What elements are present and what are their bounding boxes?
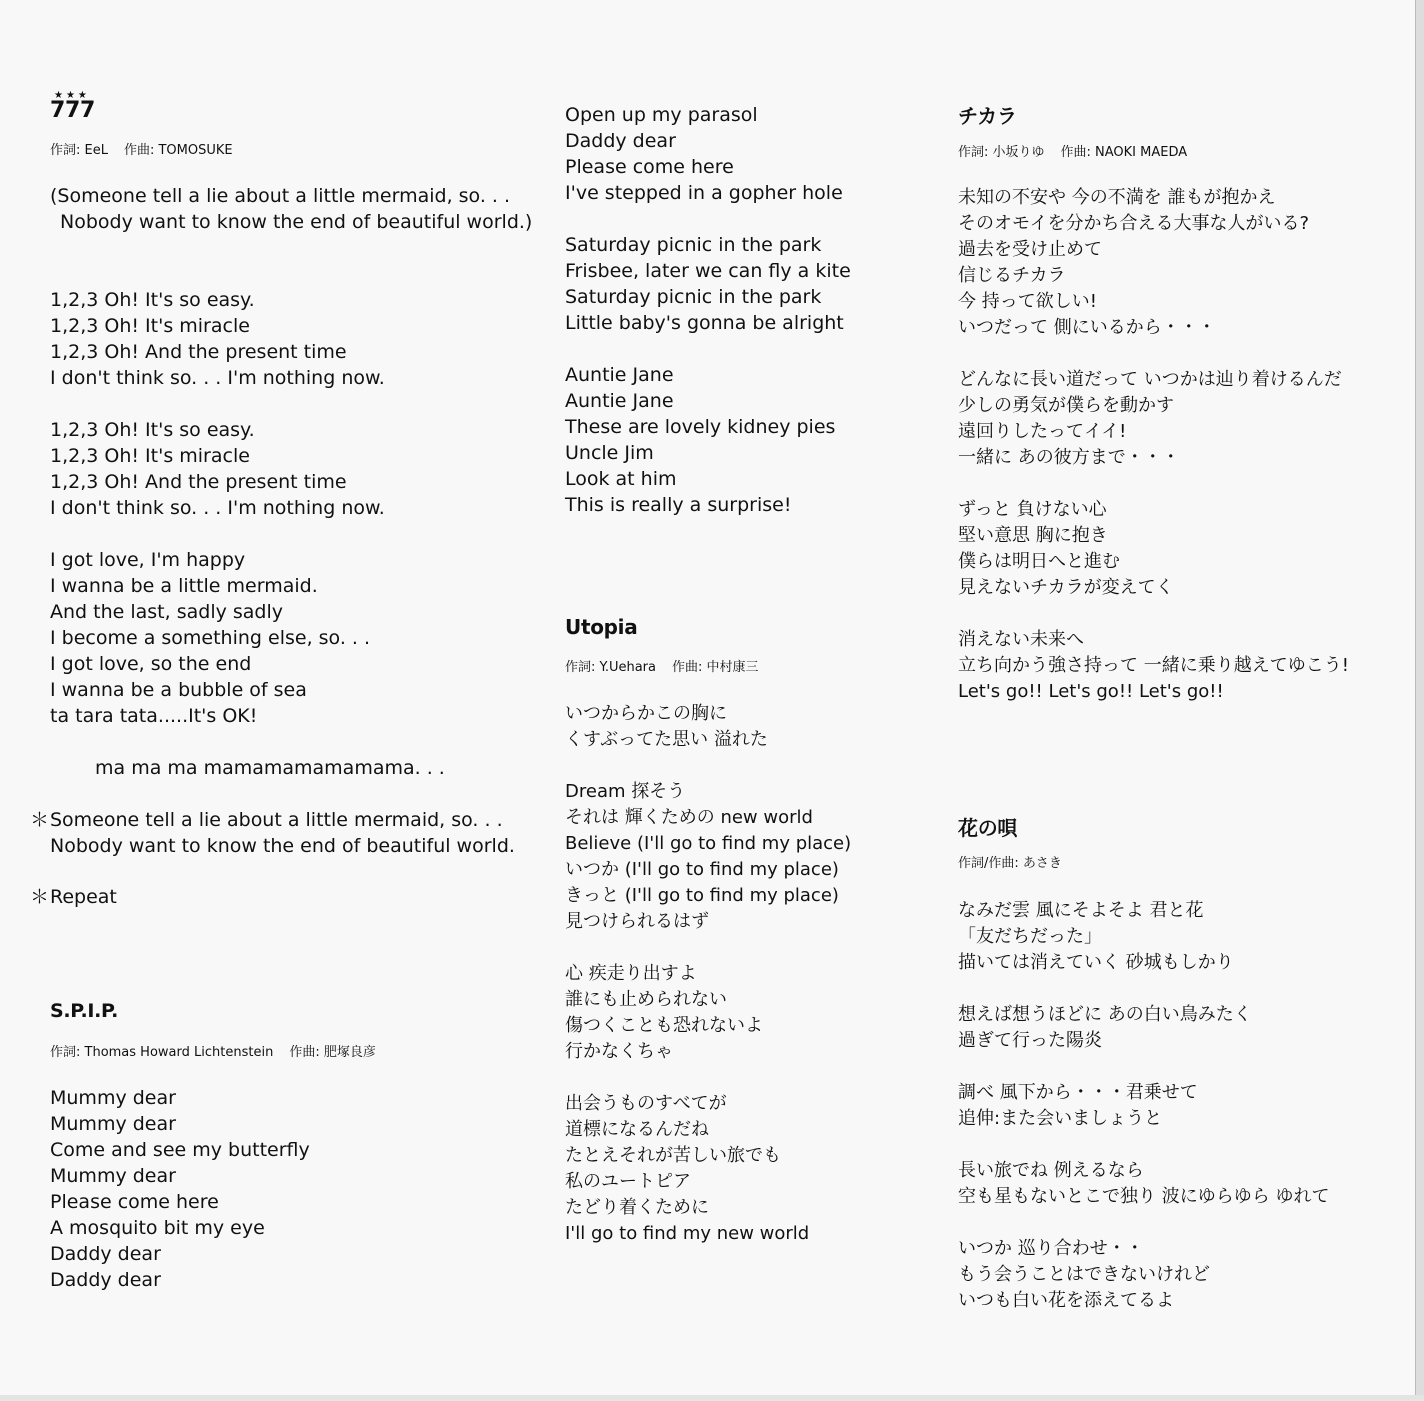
lyric-line: 未知の不安や 今の不満を 誰もが抱かえ [958,187,1276,208]
lyric-line: 1,2,3 Oh! It's so easy. [50,419,255,441]
lyric-line: This is really a surprise! [565,494,792,516]
lyric-line: 想えば想うほどに あの白い鳥みたく [958,1004,1252,1025]
lyric-line: 堅い意思 胸に抱き [958,525,1108,546]
lyric-line: I've stepped in a gopher hole [565,182,843,204]
lyricist-credit: 作詞: 小坂りゆ [958,145,1045,160]
lyric-line: 描いては消えていく 砂城もしかり [958,952,1234,973]
lyric-line: 今 持って欲しい! [958,291,1097,312]
asterisk-mark: ＊ [30,809,50,831]
lyric-line: ずっと 負けない心 [958,499,1107,520]
lyric-line: (Someone tell a lie about a little mermaid, so. . . [50,185,511,207]
lyricist-credit: 作詞: Y.Uehara [565,660,656,675]
lyric-line: 誰にも止められない [565,989,727,1010]
title-stars-decoration: ★★★ [54,90,90,101]
lyric-line: 調べ 風下から・・・君乗せて [958,1082,1198,1103]
lyric-line: Please come here [50,1191,219,1213]
lyric-line: And the last, sadly sadly [50,601,284,623]
lyric-line: I'll go to find my new world [565,1223,810,1244]
lyric-line: A mosquito bit my eye [50,1217,265,1239]
lyric-line: 一緒に あの彼方まで・・・ [958,447,1180,468]
lyric-line: Mummy dear [50,1087,176,1109]
lyric-line: 私のユートピア [565,1171,691,1192]
lyric-line: Frisbee, later we can fly a kite [565,260,851,282]
lyric-line: I wanna be a bubble of sea [50,679,307,701]
lyric-line: 道標になるんだね [565,1119,709,1140]
lyric-line: もう会うことはできないけれど [958,1264,1210,1285]
song-credits-hana-no-uta: 作詞/作曲: あさき [958,856,1062,871]
lyric-line: いつからかこの胸に [565,703,727,724]
page-edge-right [1415,0,1424,1401]
composer-credit: 作曲: 中村康三 [671,660,759,675]
lyric-line: Auntie Jane [565,364,674,386]
lyric-line: 少しの勇気が僕らを動かす [958,395,1174,416]
lyric-line: くすぶってた思い 溢れた [565,729,768,750]
lyric-line: たとえそれが苦しい旅でも [565,1145,781,1166]
lyric-line: 1,2,3 Oh! And the present time [50,341,347,363]
lyric-line: 僕らは明日へと進む [958,551,1120,572]
lyric-line: 行かなくちゃ [565,1041,673,1062]
lyric-line: 見えないチカラが変えてく [958,577,1174,598]
repeat-marker: Repeat [50,886,117,908]
lyric-line: 空も星もないとこで独り 波にゆらゆら ゆれて [958,1186,1330,1207]
lyric-line: Daddy dear [50,1243,161,1265]
song-credits-utopia [565,656,759,675]
lyricist-credit: 作詞: EeL [50,143,108,158]
lyric-line: 立ち向かう強さ持って 一緒に乗り越えてゆこう! [958,655,1349,676]
composer-credit: 作曲: 肥塚良彦 [289,1045,376,1060]
lyric-line: 過ぎて行った陽炎 [958,1030,1102,1051]
lyric-line: いつだって 側にいるから・・・ [958,317,1216,338]
lyric-line: Someone tell a lie about a little mermaid, so. . . [50,809,503,831]
page-edge-bottom [0,1395,1424,1401]
lyric-line: いつも白い花を添えてるよ [958,1290,1174,1311]
lyric-line: 1,2,3 Oh! And the present time [50,471,347,493]
song-credits-777 [50,139,233,158]
lyric-line: それは 輝くための new world [565,807,813,828]
asterisk-mark: ＊ [30,886,50,908]
composer-credit: 作曲: TOMOSUKE [123,143,233,158]
lyric-line: 見つけられるはず [565,911,709,932]
lyric-line: 出会うものすべてが [565,1093,727,1114]
lyric-line: I got love, I'm happy [50,549,246,571]
lyric-line: Open up my parasol [565,104,758,126]
lyric-line: Nobody want to know the end of beautiful world. [50,835,515,857]
lyric-line: 長い旅でね 例えるなら [958,1160,1144,1181]
lyric-line: Uncle Jim [565,442,654,464]
lyric-line: 「友だちだった」 [958,926,1102,947]
lyric-line: Believe (I'll go to find my place) [565,833,852,854]
lyric-line: ma ma ma mamamamamamama. . . [95,757,445,779]
lyric-line: These are lovely kidney pies [565,416,836,438]
lyric-line: Dream 探そう [565,781,686,802]
lyric-line: たどり着くために [565,1197,709,1218]
lyric-line: 1,2,3 Oh! It's miracle [50,445,250,467]
lyric-line: 1,2,3 Oh! It's miracle [50,315,250,337]
lyric-line: 遠回りしたってイイ! [958,421,1127,442]
lyric-line: きっと (I'll go to find my place) [565,885,839,906]
lyric-line: I don't think so. . . I'm nothing now. [50,367,385,389]
song-credits-spip [50,1041,376,1060]
lyric-line: I got love, so the end [50,653,252,675]
lyric-line: I wanna be a little mermaid. [50,575,318,597]
song-credits-chikara [958,141,1187,160]
song-title-spip: S.P.I.P. [50,1000,119,1022]
lyric-line: Auntie Jane [565,390,674,412]
composer-credit: 作曲: NAOKI MAEDA [1060,145,1188,160]
lyricist-credit: 作詞: Thomas Howard Lichtenstein [50,1045,274,1060]
lyric-line: どんなに長い道だって いつかは辿り着けるんだ [958,369,1342,390]
lyric-line: 消えない未来へ [958,629,1084,650]
lyric-line: Nobody want to know the end of beautiful world.) [60,211,533,233]
song-title-777: 777 [50,98,96,123]
lyric-line: Saturday picnic in the park [565,234,822,256]
lyric-line: Please come here [565,156,734,178]
lyric-line: 信じるチカラ [958,265,1066,286]
lyric-line: Saturday picnic in the park [565,286,822,308]
lyric-line: I become a something else, so. . . [50,627,371,649]
song-title-hana-no-uta: 花の唄 [958,816,1018,840]
lyric-line: Daddy dear [50,1269,161,1291]
song-title-utopia: Utopia [565,615,638,639]
lyric-line: ta tara tata.....It's OK! [50,705,258,727]
lyric-line: 傷つくことも恐れないよ [565,1015,763,1036]
lyric-line: Come and see my butterfly [50,1139,310,1161]
lyric-line: Daddy dear [565,130,676,152]
lyric-line: Mummy dear [50,1165,176,1187]
lyric-line: Mummy dear [50,1113,176,1135]
lyric-line: Let's go!! Let's go!! Let's go!! [958,681,1224,702]
lyric-line: 1,2,3 Oh! It's so easy. [50,289,255,311]
lyric-line: いつか (I'll go to find my place) [565,859,839,880]
lyric-line: I don't think so. . . I'm nothing now. [50,497,385,519]
lyric-line: Little baby's gonna be alright [565,312,844,334]
lyric-line: Look at him [565,468,677,490]
lyric-line: 追伸:また会いましょうと [958,1108,1163,1129]
lyric-line: なみだ雲 風にそよそよ 君と花 [958,900,1204,921]
lyric-line: いつか 巡り合わせ・・ [958,1238,1144,1259]
lyric-line: 過去を受け止めて [958,239,1102,260]
lyric-line: そのオモイを分かち合える大事な人がいる? [958,213,1310,234]
lyric-line: 心 疾走り出すよ [565,963,697,984]
song-title-chikara: チカラ [958,104,1017,128]
